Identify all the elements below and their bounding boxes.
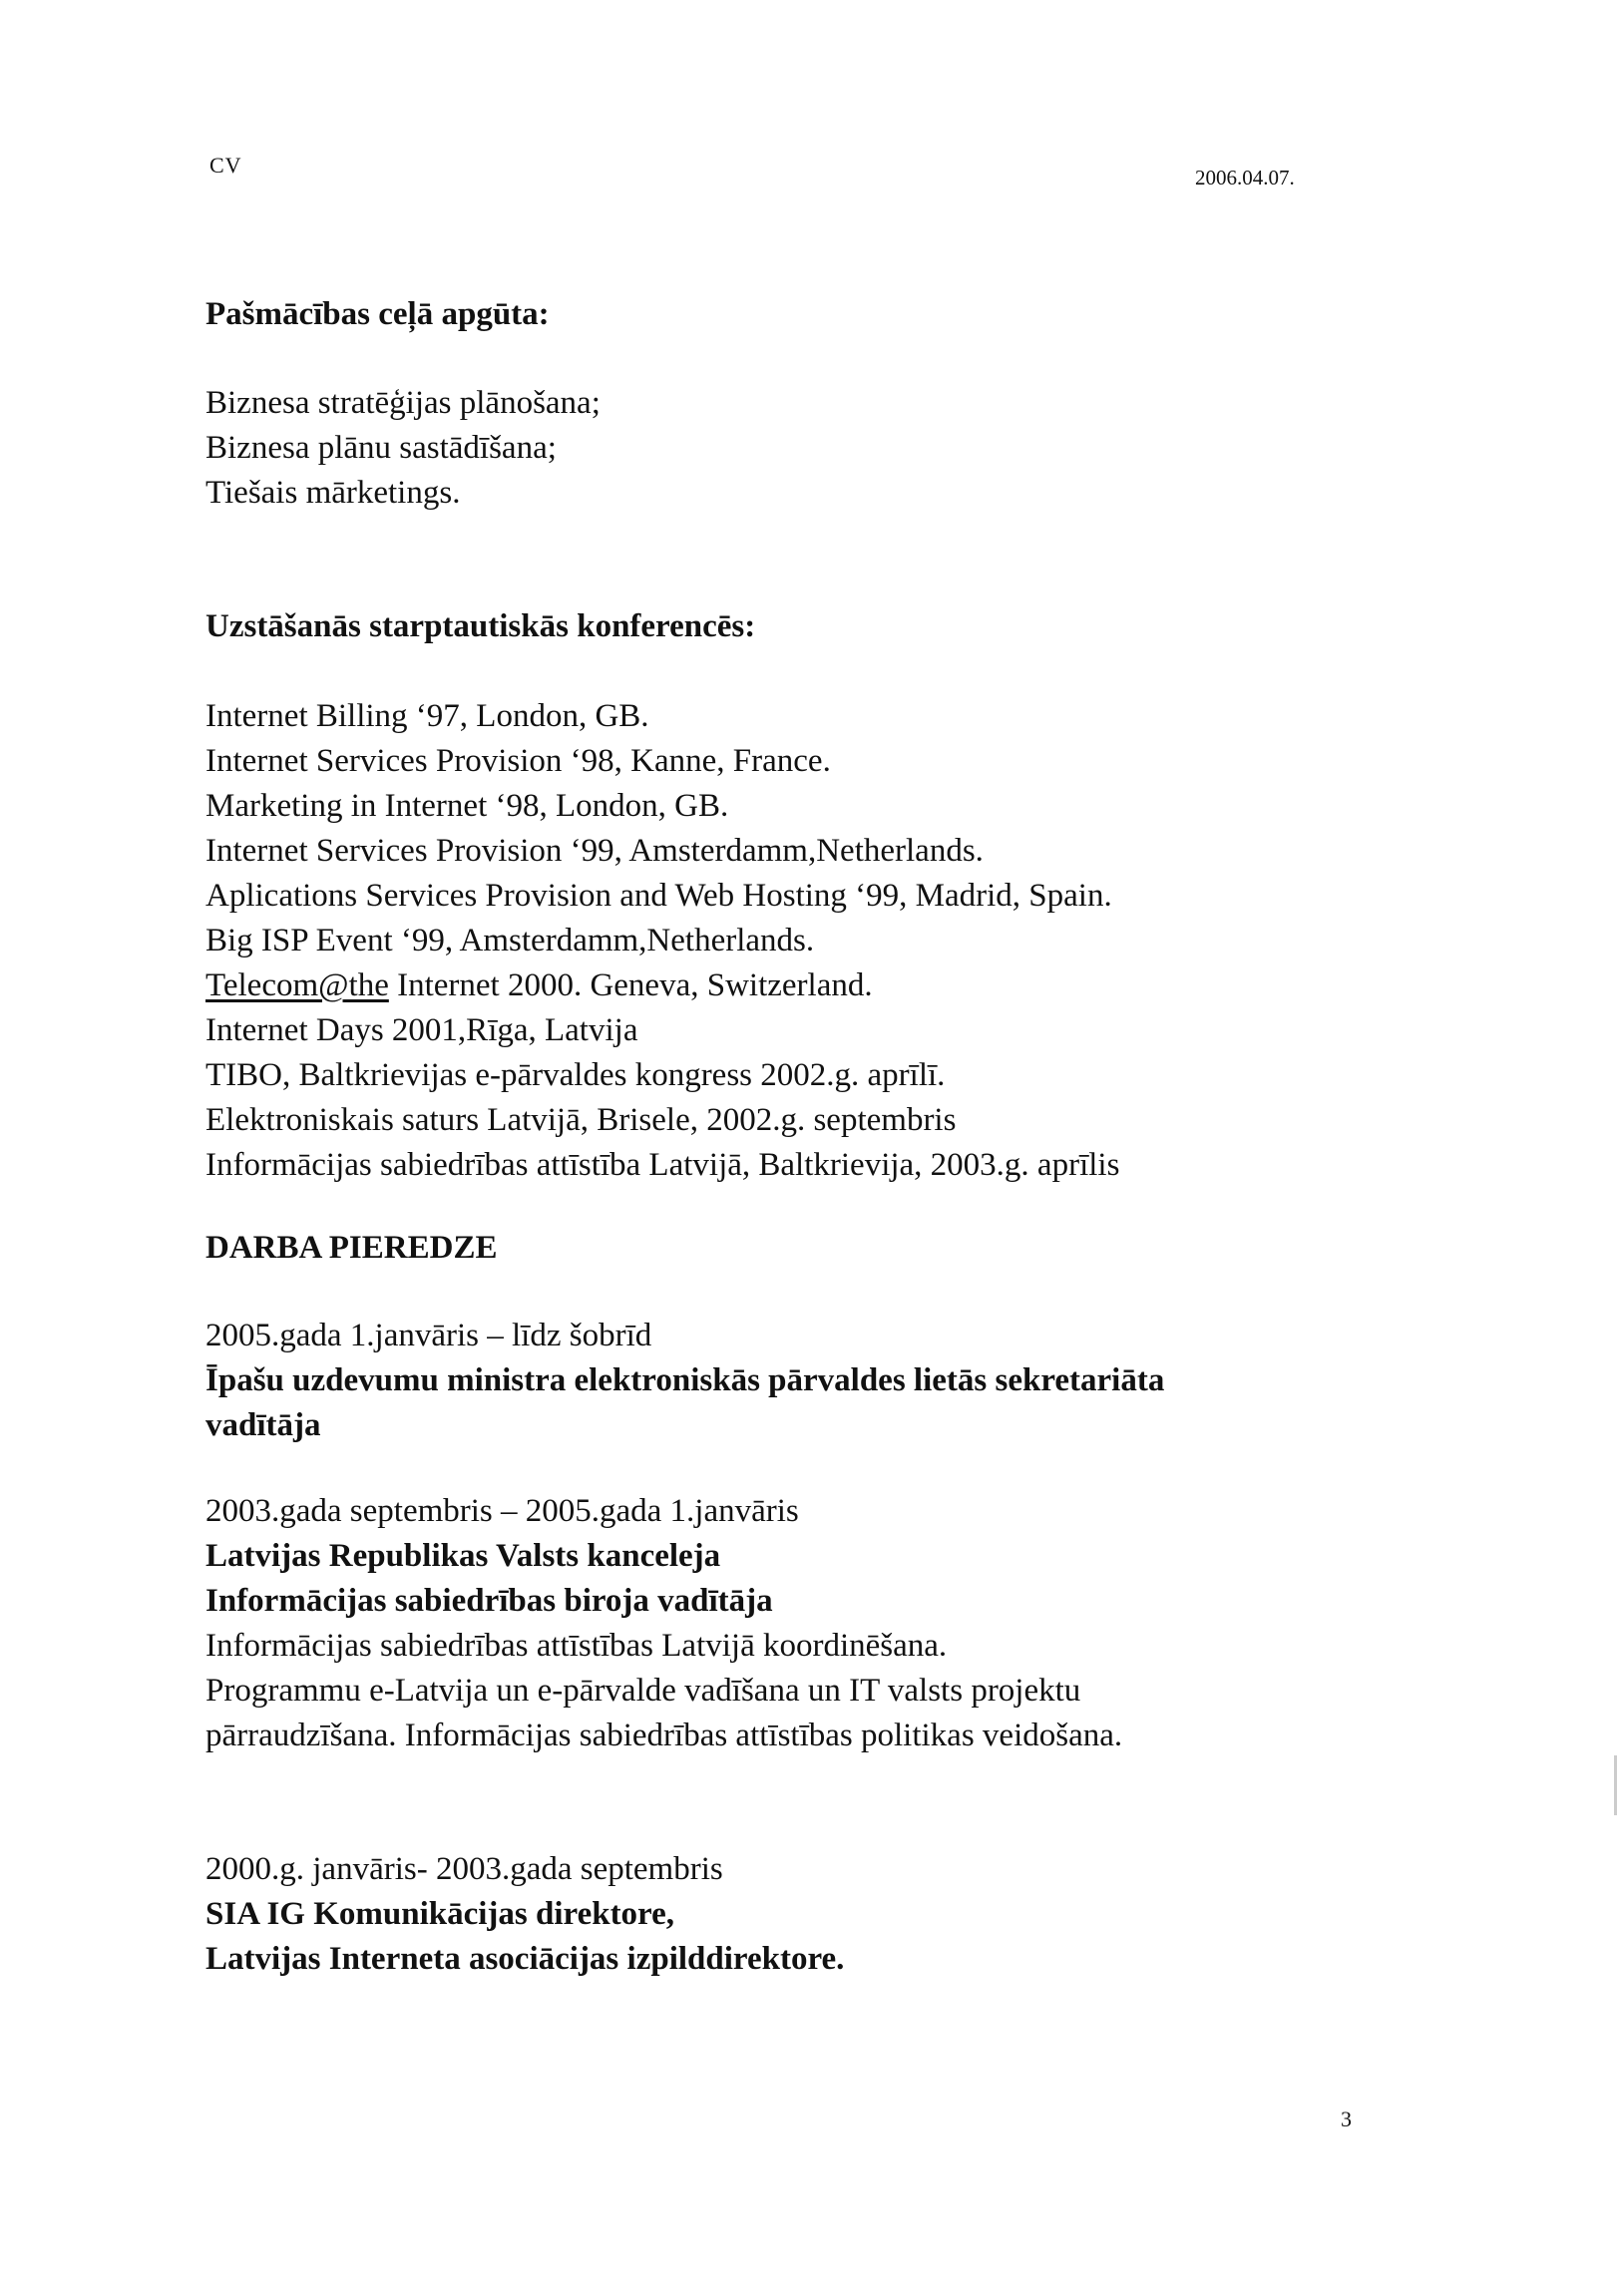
list-item: Big ISP Event ‘99, Amsterdamm,Netherlands. bbox=[205, 923, 815, 958]
self-study-list bbox=[205, 381, 601, 516]
job-period: 2005.gada 1.janvāris – līdz šobrīd bbox=[205, 1318, 652, 1353]
list-item: Elektroniskais saturs Latvijā, Brisele, 2002.g. septembris bbox=[205, 1102, 957, 1138]
job-organization: Latvijas Republikas Valsts kanceleja bbox=[205, 1538, 721, 1574]
scan-edge-mark bbox=[1614, 1755, 1617, 1815]
page-number: 3 bbox=[1341, 2106, 1352, 2131]
list-item: Internet Services Provision ‘99, Amsterdamm,Netherlands. bbox=[205, 833, 984, 869]
job-description: Programmu e-Latvija un e-pārvalde vadīšana un IT valsts projektu bbox=[205, 1673, 1081, 1709]
conferences-list bbox=[205, 694, 1119, 1188]
conferences-heading: Uzstāšanās starptautiskās konferencēs: bbox=[205, 608, 756, 644]
job-entry-1 bbox=[205, 1314, 1164, 1448]
experience-heading: DARBA PIEREDZE bbox=[205, 1230, 498, 1266]
list-item bbox=[205, 963, 1119, 1008]
list-item: Internet Days 2001,Rīga, Latvija bbox=[205, 1012, 638, 1048]
header-date: 2006.04.07. bbox=[1195, 166, 1295, 190]
list-item: Tiešais mārketings. bbox=[205, 475, 461, 511]
job-period: 2003.gada septembris – 2005.gada 1.janvāris bbox=[205, 1493, 799, 1529]
job-title: Informācijas sabiedrības biroja vadītāja bbox=[205, 1583, 773, 1619]
job-entry-3 bbox=[205, 1847, 844, 1982]
job-period: 2000.g. janvāris- 2003.gada septembris bbox=[205, 1851, 723, 1887]
job-title: vadītāja bbox=[205, 1407, 321, 1443]
job-description: Informācijas sabiedrības attīstības Latvijā koordinēšana. bbox=[205, 1628, 948, 1664]
list-item: Biznesa plānu sastādīšana; bbox=[205, 430, 557, 466]
telecom-link[interactable]: Telecom@the bbox=[205, 967, 389, 1003]
job-title: SIA IG Komunikācijas direktore, bbox=[205, 1896, 675, 1932]
job-title: Latvijas Interneta asociācijas izpilddirektore. bbox=[205, 1941, 845, 1977]
list-item: Internet Billing ‘97, London, GB. bbox=[205, 698, 649, 734]
list-item: Biznesa stratēģijas plānošana; bbox=[205, 385, 601, 421]
header-label: CV bbox=[209, 153, 242, 178]
job-title: Īpašu uzdevumu ministra elektroniskās pārvaldes lietās sekretariāta bbox=[205, 1362, 1165, 1398]
list-item: TIBO, Baltkrievijas e-pārvaldes kongress 2002.g. aprīlī. bbox=[205, 1057, 946, 1093]
list-item: Aplications Services Provision and Web Hosting ‘99, Madrid, Spain. bbox=[205, 878, 1112, 914]
telecom-rest: Internet 2000. Geneva, Switzerland. bbox=[388, 967, 873, 1003]
experience-heading-block bbox=[205, 1226, 497, 1271]
self-study-heading-block bbox=[205, 292, 550, 337]
job-entry-2 bbox=[205, 1489, 1122, 1758]
conferences-heading-block bbox=[205, 604, 755, 649]
list-item: Informācijas sabiedrības attīstība Latvijā, Baltkrievija, 2003.g. aprīlis bbox=[205, 1147, 1120, 1183]
list-item: Marketing in Internet ‘98, London, GB. bbox=[205, 788, 729, 824]
list-item: Internet Services Provision ‘98, Kanne, France. bbox=[205, 743, 831, 779]
self-study-heading: Pašmācības ceļā apgūta: bbox=[205, 296, 550, 332]
job-description: pārraudzīšana. Informācijas sabiedrības attīstības politikas veidošana. bbox=[205, 1718, 1123, 1753]
